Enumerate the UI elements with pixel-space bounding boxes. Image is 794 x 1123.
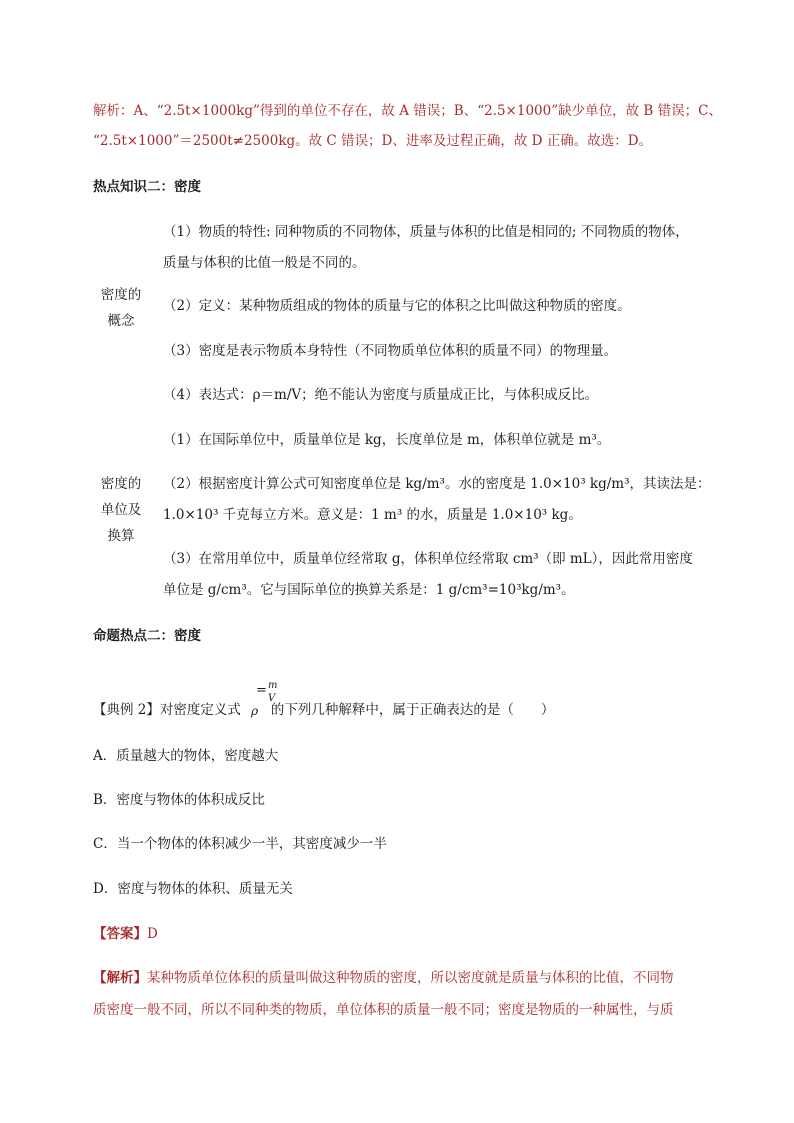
concept-label	[99, 282, 143, 334]
option-d: D．密度与物体的体积、质量无关	[93, 881, 293, 897]
formula-rho: ρ	[251, 704, 259, 718]
explanation-line-1	[93, 968, 674, 988]
concept-item-2: （2）定义：某种物质组成的物体的质量与它的体积之比叫做这种物质的密度。	[163, 298, 631, 314]
explanation-tag: 【解析】	[93, 970, 147, 986]
unit-label	[99, 471, 143, 549]
example-tag: 【典例 2】	[93, 702, 160, 718]
unit-item-2-line1: （2）根据密度计算公式可知密度单位是 kg/m³。水的密度是 1.0×10³ kg/m³，其读法是：	[163, 476, 711, 492]
unit-label-line3: 换算	[107, 528, 135, 544]
formula-denominator: V	[268, 693, 276, 704]
answer-line	[93, 924, 158, 944]
answer-tag: 【答案】	[93, 926, 147, 942]
example-stem	[93, 700, 554, 720]
example-stem-after: 的下列几种解释中，属于正确表达的是（ ）	[270, 702, 555, 718]
section-heading-exam-hotspot: 命题热点二：密度	[93, 628, 201, 644]
concept-item-1-line2: 质量与体积的比值一般是不同的。	[163, 255, 366, 271]
unit-item-2-line2: 1.0×10³ 千克每立方米。意义是：1 m³ 的水，质量是 1.0×10³ kg。	[163, 507, 582, 523]
unit-label-line1: 密度的	[100, 476, 142, 492]
analysis-line-1: 解析：A、“2.5t×1000kg”得到的单位不存在，故 A 错误；B、“2.5×1000”缺少单位，故 B 错误；C、	[93, 103, 722, 119]
option-c: C．当一个物体的体积减少一半，其密度减少一半	[93, 836, 387, 852]
formula-equals: =	[256, 683, 267, 698]
analysis-line-2: “2.5t×1000”＝2500t≠2500kg。故 C 错误；D、进率及过程正确，故 D 正确。故选：D。	[93, 133, 653, 149]
concept-label-line1: 密度的	[100, 287, 142, 303]
formula-numerator: m	[268, 680, 278, 691]
concept-item-3: （3）密度是表示物质本身特性（不同物质单位体积的质量不同）的物理量。	[163, 343, 618, 359]
unit-item-3-line2: 单位是 g/cm³。它与国际单位的换算关系是：1 g/cm³=10³kg/m³。	[163, 582, 575, 598]
unit-item-1: （1）在国际单位中，质量单位是 kg，长度单位是 m，体积单位就是 m³。	[163, 432, 611, 448]
explanation-line-2: 质密度一般不同，所以不同种类的物质，单位体积的质量一般不同；密度是物质的一种属性，与质	[93, 1002, 674, 1018]
concept-item-4: （4）表达式：ρ＝m/V；绝不能认为密度与质量成正比，与体积成反比。	[163, 387, 599, 403]
answer-value: D	[147, 926, 158, 942]
option-b: B．密度与物体的体积成反比	[93, 792, 265, 808]
unit-item-3-line1: （3）在常用单位中，质量单位经常取 g，体积单位经常取 cm³（即 mL），因此常用密度	[163, 551, 693, 567]
concept-item-1-line1: （1）物质的特性: 同种物质的不同物体，质量与体积的比值是相同的; 不同物质的物体，	[163, 224, 689, 240]
concept-label-line2: 概念	[107, 313, 135, 329]
section-heading-hot-knowledge: 热点知识二：密度	[93, 179, 201, 195]
option-a: A．质量越大的物体，密度越大	[93, 748, 279, 764]
example-stem-before: 对密度定义式	[159, 702, 241, 718]
explanation-text-1: 某种物质单位体积的质量叫做这种物质的密度，所以密度就是质量与体积的比值，不同物	[147, 970, 674, 986]
unit-label-line2: 单位及	[100, 502, 142, 518]
